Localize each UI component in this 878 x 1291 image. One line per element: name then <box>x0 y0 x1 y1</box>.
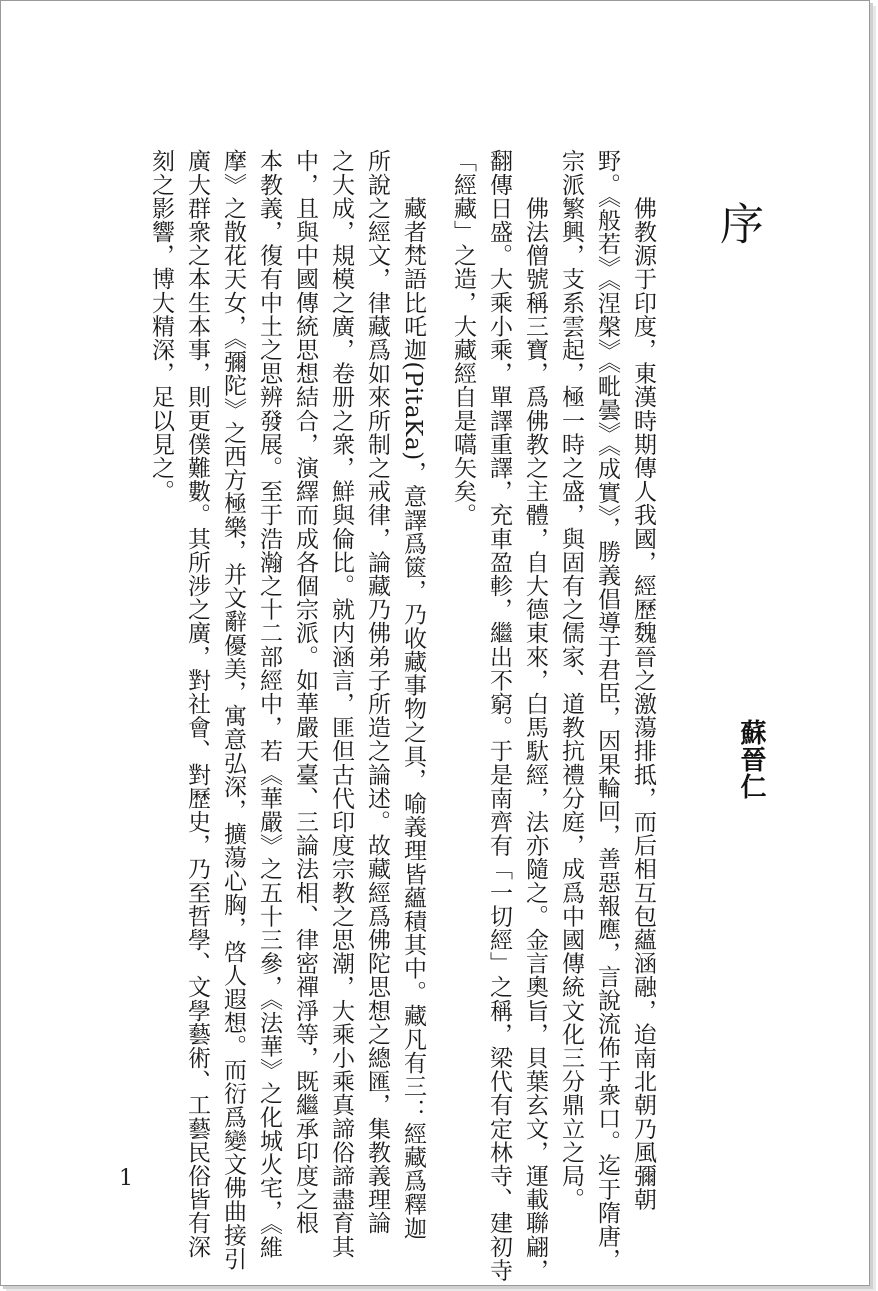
text-column: 中，且與中國傳統思想結合，演繹而成各個宗派。如華嚴天臺、三論法相、律密禪淨等，既繼承印度之根 <box>292 149 318 1235</box>
text-column: 佛教源于印度，東漢時期傳人我國，經歷魏晉之激蕩排抵，而后相互包蘊涵融，迨南北朝乃風彌朝 <box>630 149 656 1211</box>
text-column: 摩》之散花天女，《彌陀》之西方極樂，并文辭優美，寓意弘深，擴蕩心胸，啓人遐想。而衍爲變文佛曲接引 <box>220 149 246 1271</box>
page-title: 序 <box>712 201 763 245</box>
text-column: 翻傳日盛。大乘小乘，單譯重譯，充車盈軫，繼出不窮。于是南齊有「一切經」之稱，梁代有定林寺、建初寺 <box>486 149 512 1282</box>
text-column: 佛法僧號稱三寶，爲佛教之主體，自大德東來，白馬馱經，法亦隨之。金言奧旨，貝葉玄文，運載聯翩， <box>522 149 548 1282</box>
author-name: 蘇晉仁 <box>736 719 766 800</box>
text-column: 刻之影響，博大精深，足以見之。 <box>148 149 174 503</box>
text-column: 本教義，復有中土之思辨發展。至于浩瀚之十二部經中，若《華嚴》之五十三參，《法華》之化城火宅，《維 <box>256 149 282 1259</box>
text-column: 廣大群衆之本生本事，則更僕難數。其所涉之廣，對社會、對歷史，乃至哲學、文學藝術、工藝民俗皆有深 <box>184 149 210 1259</box>
text-column: 之大成，規模之廣，卷册之衆，鮮與倫比。就内涵言，匪但古代印度宗教之思潮，大乘小乘真諦俗諦盡育其 <box>328 149 354 1259</box>
page-number: 1 <box>119 1166 133 1191</box>
text-column: 「經藏」之造，大藏經自是嚆矢矣。 <box>450 149 476 527</box>
text-column: 藏者梵語比吒迦(PitaKa)，意譯爲篋，乃收藏事物之具，喻義理皆蘊積其中。藏凡有三：經藏爲釋迦 <box>400 149 426 1240</box>
text-column: 宗派繁興，支系雲起，極一時之盛，與固有之儒家、道教抗禮分庭，成爲中國傳統文化三分鼎立之局。 <box>558 149 584 1211</box>
text-column: 所說之經文，律藏爲如來所制之戒律，論藏乃佛弟子所造之論述。故藏經爲佛陀思想之總匯，集教義理論 <box>364 149 390 1235</box>
text-column: 野。《般若》《涅槃》《毗曇》《成實》，勝義倡導于君臣，因果輪回，善惡報應，言說流佈于衆口。迄于隋唐， <box>594 149 620 1272</box>
